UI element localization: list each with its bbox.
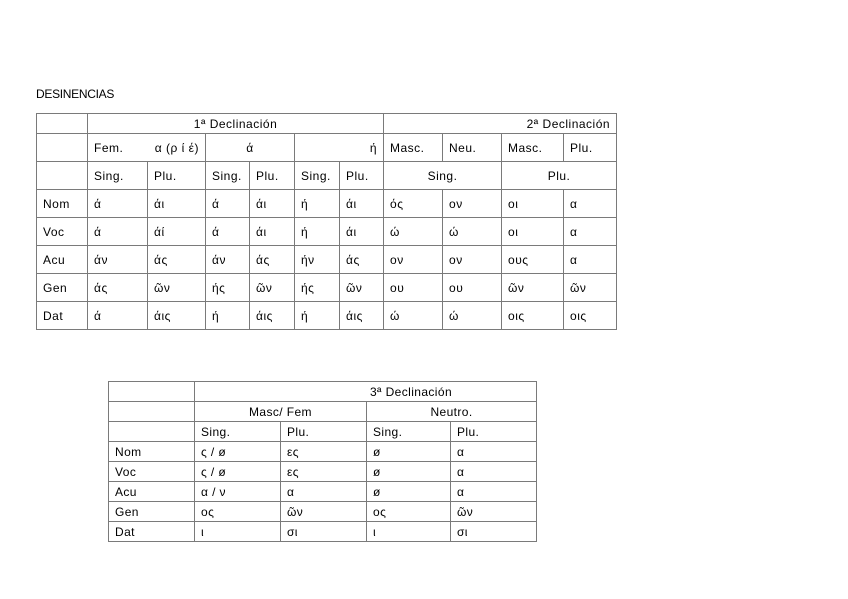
ending-cell: ς / ø: [195, 462, 281, 482]
ending-cell: ῶν: [281, 502, 367, 522]
ending-cell: ον: [443, 246, 502, 274]
ending-cell: άς: [340, 246, 384, 274]
ending-cell: ες: [281, 442, 367, 462]
table-row: [109, 502, 537, 522]
ending-cell: ῶν: [502, 274, 564, 302]
ending-cell: ου: [443, 274, 502, 302]
number-label: Plu.: [281, 422, 367, 442]
ending-cell: άς: [88, 274, 148, 302]
ending-cell: ι: [367, 522, 451, 542]
number-label: Sing.: [295, 162, 340, 190]
ending-cell: ος: [195, 502, 281, 522]
ending-cell: ός: [384, 190, 443, 218]
subheader-eta: ή: [295, 134, 384, 162]
table-row: [109, 442, 537, 462]
ending-cell: άι: [340, 190, 384, 218]
number-label: Plu.: [451, 422, 537, 442]
table-body: [37, 190, 617, 330]
ending-cell: άι: [250, 218, 295, 246]
page-title: DESINENCIAS: [36, 87, 115, 101]
ending-cell: ή: [295, 302, 340, 330]
ending-cell: ής: [206, 274, 250, 302]
ending-cell: ά: [88, 218, 148, 246]
ending-cell: άι: [250, 190, 295, 218]
ending-cell: α: [564, 218, 617, 246]
case-label: Acu: [109, 482, 195, 502]
ending-cell: ήν: [295, 246, 340, 274]
ending-cell: ους: [502, 246, 564, 274]
table-header-row: [37, 114, 617, 134]
ending-cell: ι: [195, 522, 281, 542]
ending-cell: οι: [502, 190, 564, 218]
number-label: Sing.: [206, 162, 250, 190]
ending-cell: α: [451, 442, 537, 462]
number-label: Plu.: [502, 162, 617, 190]
ending-cell: ῶν: [250, 274, 295, 302]
ending-cell: ώ: [384, 302, 443, 330]
ending-cell: άν: [88, 246, 148, 274]
table-body: [109, 442, 537, 542]
ending-cell: άι: [148, 190, 206, 218]
ending-cell: α: [451, 462, 537, 482]
ending-cell: άί: [148, 218, 206, 246]
ending-cell: σι: [281, 522, 367, 542]
ending-cell: ø: [367, 442, 451, 462]
case-label: Voc: [109, 462, 195, 482]
number-label: Sing.: [88, 162, 148, 190]
subheader-masc-2: Masc.: [502, 134, 564, 162]
case-label: Dat: [37, 302, 88, 330]
table-number-row: [109, 422, 537, 442]
ending-cell: οις: [502, 302, 564, 330]
ending-cell: ώ: [443, 218, 502, 246]
table-row: [109, 522, 537, 542]
table-row: [109, 462, 537, 482]
table-row: [37, 246, 617, 274]
case-label: Dat: [109, 522, 195, 542]
ending-cell: α / ν: [195, 482, 281, 502]
ending-cell: ῶν: [451, 502, 537, 522]
ending-cell: ῶν: [148, 274, 206, 302]
ending-cell: ον: [384, 246, 443, 274]
number-label: Sing.: [367, 422, 451, 442]
header-third-declension: 3ª Declinación: [195, 382, 537, 402]
case-label: Nom: [37, 190, 88, 218]
ending-cell: άς: [250, 246, 295, 274]
case-label: Gen: [37, 274, 88, 302]
ending-cell: ος: [367, 502, 451, 522]
subheader-plu-2: Plu.: [564, 134, 617, 162]
subheader-masc: Masc.: [384, 134, 443, 162]
case-label: Nom: [109, 442, 195, 462]
table-row: [37, 190, 617, 218]
ending-cell: άις: [340, 302, 384, 330]
ending-cell: ή: [206, 302, 250, 330]
ending-cell: ά: [88, 190, 148, 218]
ending-cell: ά: [88, 302, 148, 330]
declension-table-1-2: [36, 113, 617, 330]
case-label: Voc: [37, 218, 88, 246]
table-row: [37, 274, 617, 302]
ending-cell: α: [451, 482, 537, 502]
ending-cell: σι: [451, 522, 537, 542]
ending-cell: ου: [384, 274, 443, 302]
ending-cell: άις: [250, 302, 295, 330]
ending-cell: ῶν: [340, 274, 384, 302]
ending-cell: ή: [295, 218, 340, 246]
ending-cell: άν: [206, 246, 250, 274]
ending-cell: α: [564, 246, 617, 274]
ending-cell: οι: [502, 218, 564, 246]
table-row: [109, 482, 537, 502]
number-label: Sing.: [195, 422, 281, 442]
ending-cell: ώ: [443, 302, 502, 330]
ending-cell: ή: [295, 190, 340, 218]
ending-cell: ῶν: [564, 274, 617, 302]
ending-cell: οις: [564, 302, 617, 330]
ending-cell: ά: [206, 218, 250, 246]
subheader-fem-alpha-rie: Fem. α (ρ ί έ): [88, 134, 206, 162]
number-label: Plu.: [340, 162, 384, 190]
header-second-declension: 2ª Declinación: [384, 114, 617, 134]
ending-cell: ον: [443, 190, 502, 218]
number-label: Plu.: [148, 162, 206, 190]
subheader-neutro: Neutro.: [367, 402, 537, 422]
ending-cell: ø: [367, 482, 451, 502]
subheader-neu: Neu.: [443, 134, 502, 162]
ending-cell: άις: [148, 302, 206, 330]
header-first-declension: 1ª Declinación: [88, 114, 384, 134]
case-label: Acu: [37, 246, 88, 274]
ending-cell: ώ: [384, 218, 443, 246]
table-subheader-row: [37, 134, 617, 162]
ending-cell: ø: [367, 462, 451, 482]
ending-cell: άς: [148, 246, 206, 274]
number-label: Sing.: [384, 162, 502, 190]
ending-cell: ά: [206, 190, 250, 218]
table-subheader-row: [109, 402, 537, 422]
ending-cell: ς / ø: [195, 442, 281, 462]
subheader-masc-fem: Masc/ Fem: [195, 402, 367, 422]
ending-cell: ής: [295, 274, 340, 302]
case-label: Gen: [109, 502, 195, 522]
ending-cell: ες: [281, 462, 367, 482]
number-label: Plu.: [250, 162, 295, 190]
table-number-row: [37, 162, 617, 190]
ending-cell: άι: [340, 218, 384, 246]
subheader-alpha: ά: [206, 134, 295, 162]
table-row: [37, 302, 617, 330]
table-header-row: [109, 382, 537, 402]
declension-table-3: [108, 381, 537, 542]
table-row: [37, 218, 617, 246]
ending-cell: α: [564, 190, 617, 218]
ending-cell: α: [281, 482, 367, 502]
